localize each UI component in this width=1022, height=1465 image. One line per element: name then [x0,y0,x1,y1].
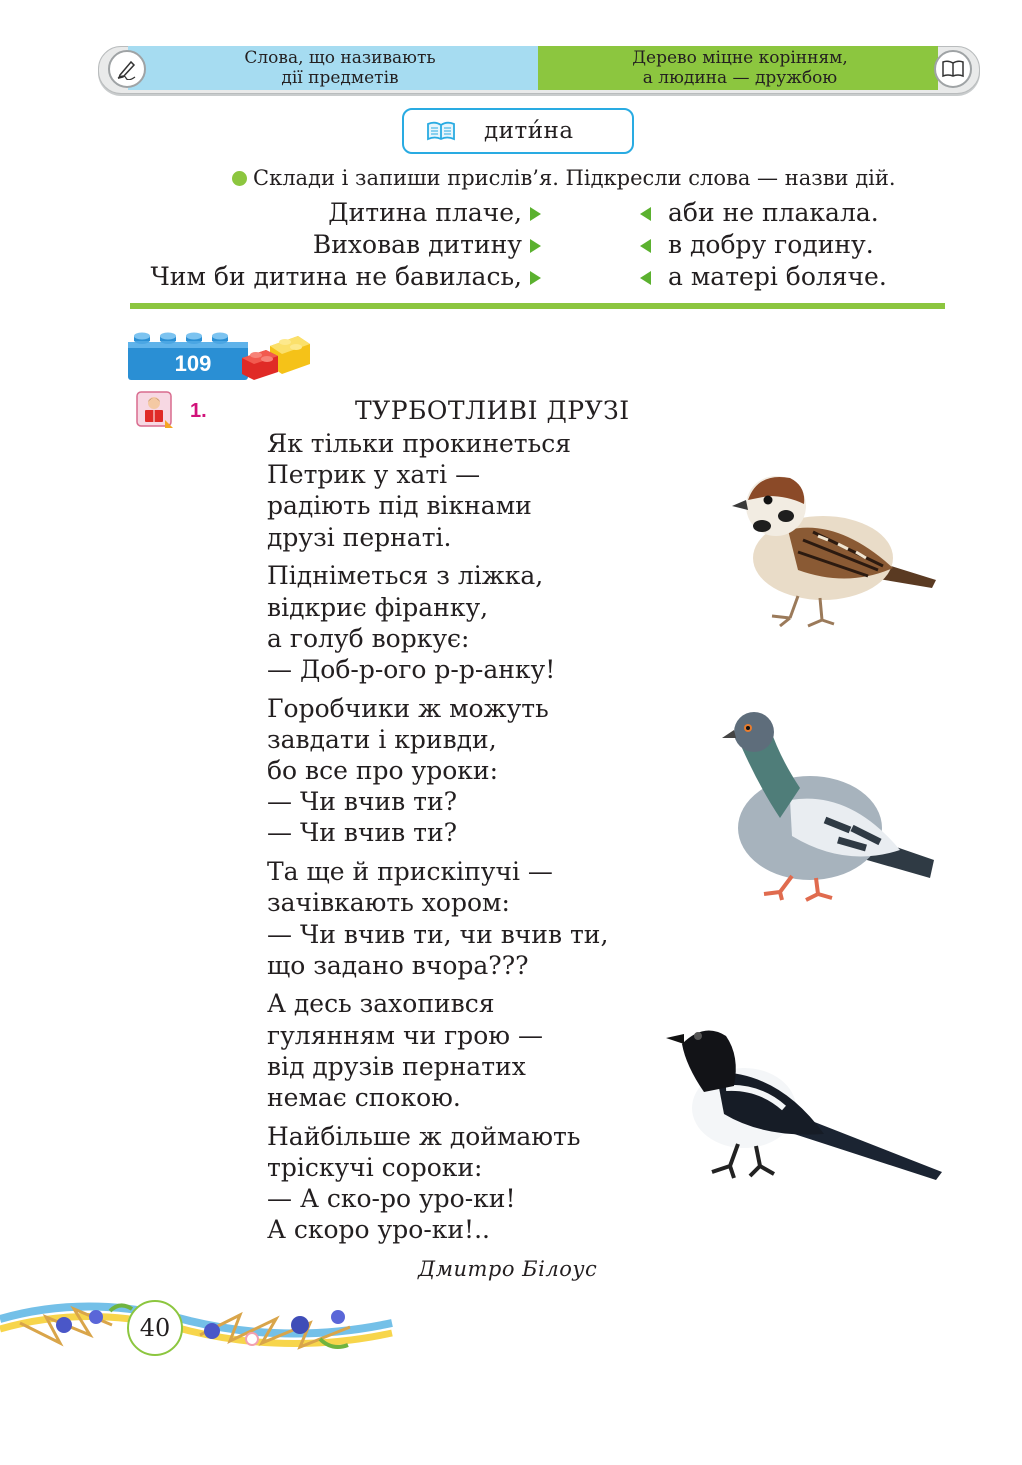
poem-line: радіють під вікнами [267,491,532,521]
reading-child-icon [135,390,175,430]
arrow-left-icon [640,207,651,221]
poem-line: немає спокою. [267,1083,461,1113]
poem-stanza-1 [267,428,608,553]
poem-line: Горобчики ж можуть [267,693,549,723]
poem-line: — Чи вчив ти, чи вчив ти, [267,919,609,949]
open-book-icon [934,50,972,88]
proverb-start-2: Виховав дитину [312,230,522,259]
poem-line: бо все про уроки: [267,756,499,786]
poem-line: Підніметься з ліжка, [267,561,544,591]
poem-line: Петрик у хаті — [267,460,481,490]
pen-writing-icon [108,50,146,88]
poem-line: а голуб воркує: [267,623,470,653]
poem-line: гулянням чи грою — [267,1020,543,1050]
task-instruction [232,166,896,190]
poem-line: завдати і кривди, [267,724,497,754]
poem-stanza-2 [267,560,608,685]
open-book-icon [426,121,456,145]
pigeon-illustration [720,708,940,903]
poem-line: А десь захопився [267,989,495,1019]
poem-stanza-5 [267,988,608,1113]
arrow-right-icon [530,271,541,285]
poem-line: — А ско-ро уро-ки! [267,1184,516,1214]
poem-author: Дмитро Білоус [418,1257,598,1281]
poem-line: що задано вчора??? [267,950,529,980]
poem-line: відкриє фіранку, [267,592,489,622]
lesson-number: 109 [174,351,212,376]
proverb-end-1: аби не плакала. [668,198,879,227]
proverb-line-2: а людина — дружбою [642,68,838,88]
poem-line: тріскучі сороки: [267,1152,483,1182]
proverb-start-1: Дитина плаче, [328,198,522,227]
proverb-line-1: Дерево міцне корінням, [632,48,848,68]
poem-line: — Доб-р-ого р-р-анку! [267,654,556,684]
arrow-right-icon [530,239,541,253]
poem-line: А скоро уро-ки!.. [267,1215,490,1245]
topic-line-2: дії предметів [281,68,399,88]
page-number-text: 40 [139,1314,171,1342]
poem-line: — Чи вчив ти? [267,818,458,848]
page-number [127,1300,183,1356]
poem-line: — Чи вчив ти? [267,787,458,817]
lego-bricks-icon [128,330,313,382]
magpie-illustration [664,1016,944,1181]
topic-title [200,48,480,88]
poem-line: друзі пернаті. [267,522,452,552]
section-divider [130,303,945,309]
proverb-end-2: в добру годину. [668,230,874,259]
floral-ribbon-decoration [0,1295,400,1363]
poem-line: Як тільки прокинеться [267,429,571,458]
poem-line: зачівкають хором: [267,888,510,918]
poem-line: від друзів пернатих [267,1051,526,1081]
arrow-left-icon [640,271,651,285]
poem-title: ТУРБОТЛИВІ ДРУЗІ [355,396,630,425]
header-proverb [560,48,920,88]
poem-line: Та ще й прискіпучі — [267,857,553,887]
proverb-end-3: а матері боляче. [668,262,887,291]
poem-text [267,428,608,1253]
poem-stanza-4 [267,856,608,981]
task-text: Склади і запиши прислів’я. Підкресли слова — назви дій. [253,166,896,190]
arrow-right-icon [530,207,541,221]
sparrow-illustration [728,470,940,630]
exercise-number: 1. [190,400,207,422]
topic-line-1: Слова, що називають [244,48,436,68]
bullet-dot [232,171,247,186]
poem-stanza-6 [267,1121,608,1246]
vocabulary-word: дити́на [484,118,574,144]
poem-line: Найбільше ж доймають [267,1121,581,1151]
poem-stanza-3 [267,693,608,849]
vocabulary-box [402,108,634,154]
proverb-start-3: Чим би дитина не бавилась, [150,262,522,291]
arrow-left-icon [640,239,651,253]
